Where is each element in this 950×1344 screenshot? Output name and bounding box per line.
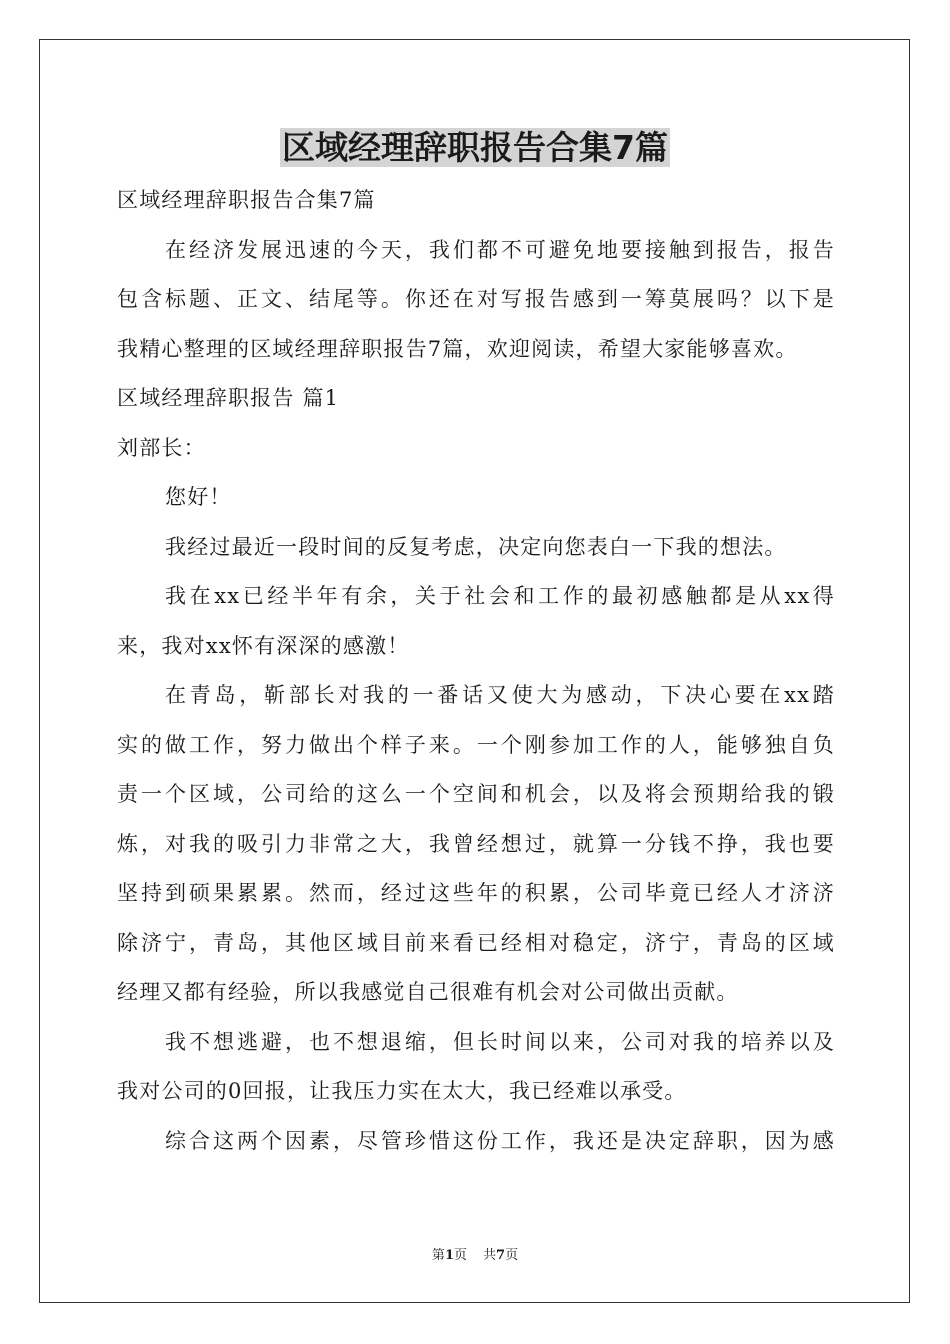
subtitle-line: 区域经理辞职报告合集7篇 [117, 188, 376, 212]
paragraph-line: 经理又都有经验，所以我感觉自己很难有机会对公司做出贡献。 [117, 980, 739, 1004]
paragraph-line: 我精心整理的区域经理辞职报告7篇，欢迎阅读，希望大家能够喜欢。 [117, 336, 798, 361]
footer-page-number: 1 [444, 1248, 454, 1263]
footer-total-suffix: 页 [505, 1248, 519, 1263]
paragraph-line: 坚持到硕果累累。然而，经过这些年的积累，公司毕竟已经人才济济 [117, 881, 835, 905]
paragraph-line: 在经济发展迅速的今天，我们都不可避免地要接触到报告，报告 [165, 237, 835, 262]
page-footer [0, 1247, 950, 1265]
paragraph-line: 我不想逃避，也不想退缩，但长时间以来，公司对我的培养以及 [165, 1029, 835, 1054]
paragraph-line: 责一个区域，公司给的这么一个空间和机会，以及将会预期给我的锻 [117, 782, 835, 806]
paragraph-line: 除济宁，青岛，其他区域目前来看已经相对稳定，济宁，青岛的区域 [117, 930, 835, 955]
paragraph-line: 在青岛，靳部长对我的一番话又使大为感动，下决心要在xx踏 [165, 683, 835, 707]
paragraph-line: 炼，对我的吸引力非常之大，我曾经想过，就算一分钱不挣，我也要 [117, 831, 835, 856]
footer-page-prefix: 第 [431, 1248, 445, 1263]
document-title: 区域经理辞职报告合集7篇 [282, 128, 668, 167]
paragraph-line: 来，我对xx怀有深深的感激！ [117, 633, 410, 658]
paragraph-line: 我在xx已经半年有余，关于社会和工作的最初感触都是从xx得 [165, 584, 835, 608]
document-body [117, 176, 835, 1166]
greeting: 您好！ [165, 485, 232, 509]
footer-total-prefix: 共 [483, 1248, 497, 1263]
footer-total-pages: 7 [496, 1248, 506, 1263]
paragraph-line: 我对公司的0回报，让我压力实在太大，我已经难以承受。 [117, 1079, 687, 1103]
paragraph-line: 我经过最近一段时间的反复考虑，决定向您表白一下我的想法。 [165, 534, 787, 559]
footer-page-suffix: 页 [453, 1248, 467, 1263]
paragraph-line: 实的做工作，努力做出个样子来。一个刚参加工作的人，能够独自负 [117, 732, 835, 757]
salutation: 刘部长： [117, 435, 206, 460]
paragraph-line: 包含标题、正文、结尾等。你还在对写报告感到一筹莫展吗？以下是 [117, 287, 835, 311]
section-heading: 区域经理辞职报告 篇1 [117, 386, 340, 410]
paragraph-line: 综合这两个因素，尽管珍惜这份工作，我还是决定辞职，因为感 [165, 1128, 835, 1153]
